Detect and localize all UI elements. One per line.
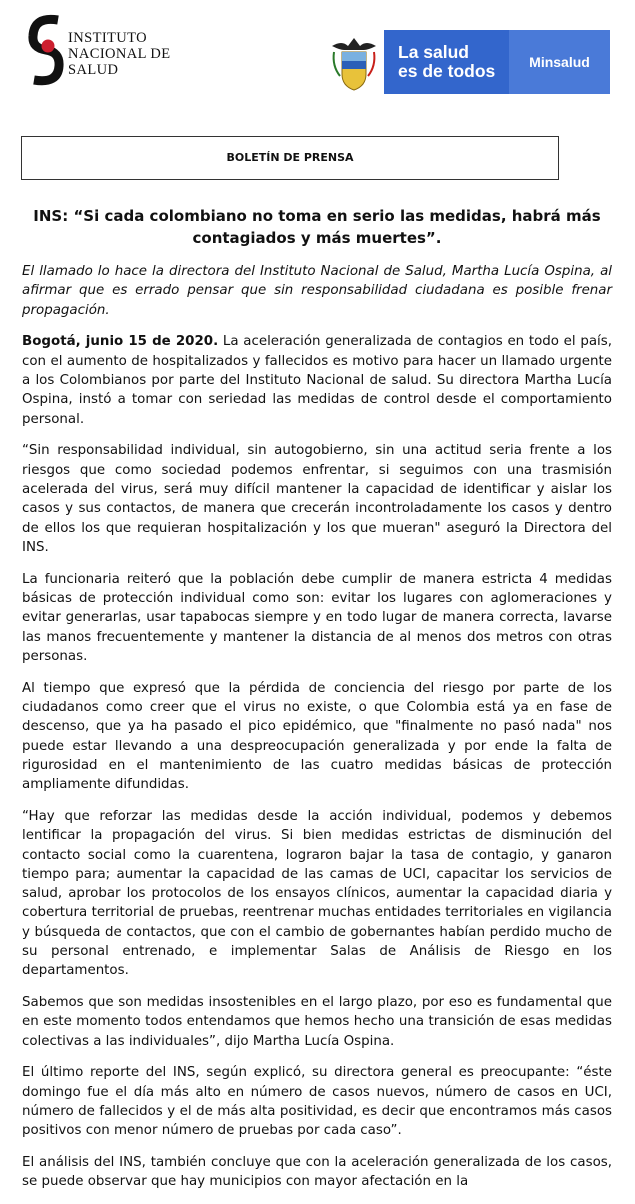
colombia-coat-of-arms-icon [328, 32, 380, 92]
ins-name [68, 30, 171, 78]
article-paragraph-2: “Sin responsabilidad individual, sin autogobierno, sin una actitud seria frente a los riesgos que como sociedad podemos enfrentar, si seguimos con una trasmisión acelerada del virus, será muy difícil mantener la capacidad de identificar y aislar los casos y sus contactos, de manera que crecerán incontroladamente los casos y dentro de ellos los que requieran hospitalización y los que mueran" aseguró la Directora del INS. [22, 443, 612, 555]
article-paragraph-5: “Hay que reforzar las medidas desde la acción individual, podemos y debemos lentificar la propagación del virus. Si bien medidas estrictas de disminución del contacto social como la cuarentena, lograron bajar la tasa de contagio, y ganaron tiempo para; aumentar la capacidad de las camas de UCI, capacitar los servicios de salud, aprobar los protocolos de los ensayos clínicos, aumentar la capacidad diaria y cobertura territorial de pruebas, reentrenar muchas entidades territoriales en vigilancia y búsqueda de contactos, que con el cambio de gobernantes habían perdido mucho de su personal entrenado, e implementar Salas de Análisis de Riesgo en los departamentos. [22, 808, 612, 979]
ins-name-line3: SALUD [68, 62, 119, 78]
dateline: Bogotá, junio 15 de 2020. [22, 334, 219, 350]
article-lead: El llamado lo hace la directora del Instituto Nacional de Salud, Martha Lucía Ospina, al afirmar que es errado pensar que sin responsabilidad ciudadana es posible frenar propagación. [22, 264, 612, 318]
letterhead [0, 0, 635, 110]
ins-name-line1: INSTITUTO [68, 30, 148, 46]
paragraph-1-text: La aceleración generalizada de contagios en todo el país, con el aumento de hospitalizados y fallecidos es motivo para hacer un llamado urgente a los Colombianos por parte del Instituto Nacional de salud. Su directora Martha Lucía Ospina, instó a tomar con seriedad las medidas de control desde el comportamiento personal. [22, 334, 612, 427]
minsalud-tagline [384, 30, 509, 94]
article-title: INS: “Si cada colombiano no toma en serio las medidas, habrá más contagiados y más muertes”. [33, 207, 601, 247]
article-paragraph-4: Al tiempo que expresó que la pérdida de conciencia del riesgo por parte de los ciudadanos como creer que el virus no existe, o que Colombia está ya en fase de descenso, que ya ha pasado el pico epidémico, que "finalmente no pasó nada" nos puede estar llevando a una despreocupación generalizada y por ende la falta de rigurosidad en el mantenimiento de las cuatro medidas básicas de protección ampliamente difundidas. [22, 680, 612, 793]
minsalud-logo [322, 30, 610, 94]
article-paragraph-7: El último reporte del INS, según explicó, su directora general es preocupante: “éste domingo fue el día más alto en número de casos nuevos, número de casos en UCI, número de fallecidos y el de más alta positividad, es decir que encontramos más casos positivos con menor número de pruebas por cada caso”. [22, 1065, 612, 1139]
article-paragraph-1 [22, 332, 612, 428]
ins-name-line2: NACIONAL DE [68, 46, 171, 62]
article-paragraph-8: El análisis del INS, también concluye que con la aceleración generalizada de los casos, se puede observar que hay municipios con mayor afectación en la [22, 1155, 612, 1190]
ins-logo-icon [28, 14, 64, 86]
minsalud-brand: Minsalud [509, 30, 610, 94]
press-release-label: BOLETÍN DE PRENSA [21, 136, 559, 180]
minsalud-tagline-line2: es de todos [398, 61, 496, 81]
article-paragraph-6: Sabemos que son medidas insostenibles en el largo plazo, por eso es fundamental que en este momento todos entendamos que hemos hecho una transición de esas medidas colectivas a las individuales”, dijo Martha Lucía Ospina. [22, 995, 612, 1049]
article-body [22, 205, 612, 1204]
article-paragraph-3: La funcionaria reiteró que la población debe cumplir de manera estricta 4 medidas básicas de protección individual como son: evitar los lugares con aglomeraciones y evitar generarlas, usar tapabocas siempre y en todo lugar de manera correcta, lavarse las manos frecuentemente y mantener la distancia de al menos dos metros con otras personas. [22, 571, 612, 664]
minsalud-tagline-line1: La salud [398, 42, 469, 62]
